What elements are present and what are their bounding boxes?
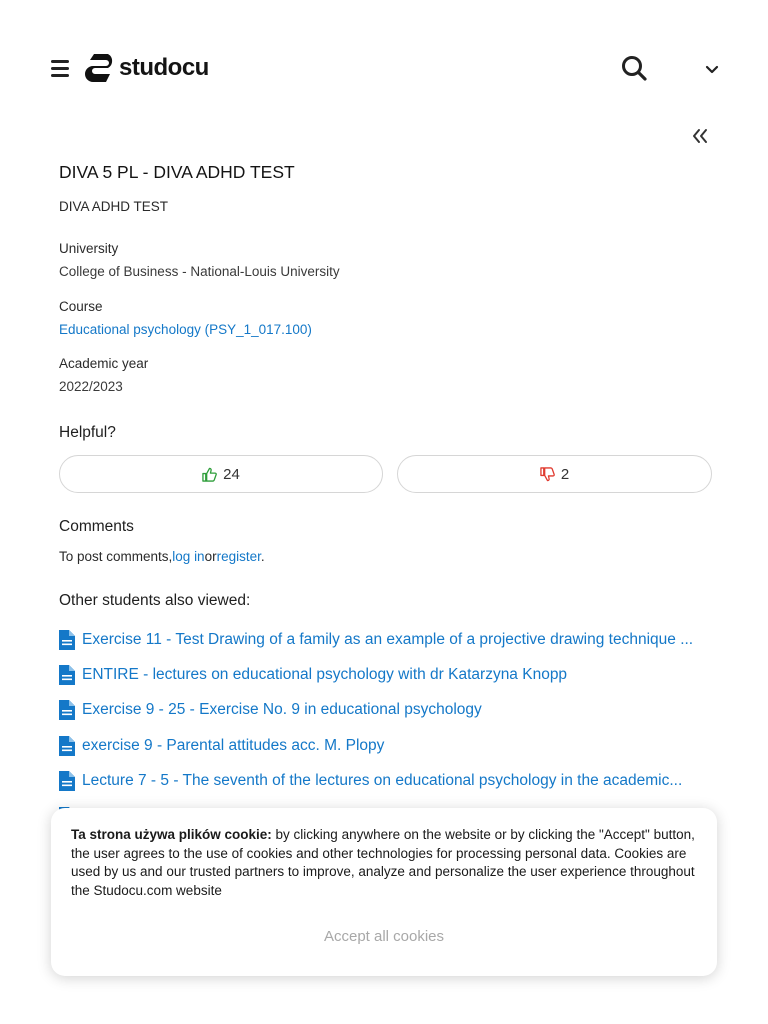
course-label: Course <box>59 299 103 314</box>
university-label: University <box>59 241 119 256</box>
document-subtitle: DIVA ADHD TEST <box>59 199 169 214</box>
document-info-panel <box>59 160 719 790</box>
document-title: DIVA 5 PL - DIVA ADHD TEST <box>59 162 295 182</box>
also-viewed-list <box>59 622 719 834</box>
menu-icon[interactable] <box>51 60 69 76</box>
thumbs-up-icon <box>202 467 217 482</box>
cookie-heading: Ta strona używa plików cookie: <box>71 827 272 842</box>
document-icon <box>59 736 75 756</box>
list-item-title: exercise 9 - Parental attitudes acc. M. Plopy <box>82 736 385 754</box>
comments-or: or <box>204 549 217 564</box>
academic-year-value: 2022/2023 <box>59 379 123 394</box>
register-link[interactable]: register <box>216 549 261 564</box>
cookie-banner <box>51 808 717 976</box>
account-dropdown-button[interactable] <box>701 58 723 80</box>
double-chevron-left-icon <box>689 125 711 147</box>
list-item-title: Lecture 7 - 5 - The seventh of the lectures on educational psychology in the academic... <box>82 772 683 790</box>
document-icon <box>59 771 75 791</box>
comments-suffix: . <box>260 549 265 564</box>
document-icon <box>59 630 75 650</box>
comments-title: Comments <box>59 518 134 535</box>
search-button[interactable] <box>620 54 650 84</box>
dislike-button[interactable] <box>397 455 712 493</box>
accept-all-cookies-button[interactable]: Accept all cookies <box>323 928 445 945</box>
site-header <box>0 0 768 120</box>
collapse-sidebar-button[interactable] <box>689 125 711 147</box>
helpful-title: Helpful? <box>59 424 116 441</box>
comments-login-prompt <box>59 549 265 564</box>
logo-text: studocu <box>119 54 209 81</box>
dislike-count: 2 <box>560 465 570 483</box>
list-item[interactable] <box>59 764 719 799</box>
like-button[interactable] <box>59 455 383 493</box>
course-link[interactable]: Educational psychology (PSY_1_017.100) <box>59 322 312 337</box>
list-item-title: Exercise 9 - 25 - Exercise No. 9 in educational psychology <box>82 701 482 719</box>
log-in-link[interactable]: log in <box>172 549 205 564</box>
search-icon <box>620 54 650 84</box>
list-item[interactable] <box>59 622 719 657</box>
chevron-down-icon <box>701 58 723 80</box>
cookie-message <box>71 826 701 900</box>
document-icon <box>59 665 75 685</box>
thumbs-down-icon <box>540 467 555 482</box>
list-item-title: ENTIRE - lectures on educational psychology with dr Katarzyna Knopp <box>82 666 568 684</box>
university-value: College of Business - National-Louis University <box>59 264 340 279</box>
list-item[interactable] <box>59 693 719 728</box>
cookie-body: by clicking anywhere on the website or by clicking the "Accept" button, the user agrees to the use of cookies and other technologies for processing personal data. Cookies are used by us and our trusted partners to improve, analyze and personalize the user experience throughout the Studocu.com website <box>71 827 695 898</box>
document-icon <box>59 700 75 720</box>
like-count: 24 <box>223 465 240 483</box>
comments-prefix: To post comments, <box>59 549 173 564</box>
list-item-title: Exercise 11 - Test Drawing of a family as an example of a projective drawing technique ... <box>82 630 694 648</box>
also-viewed-title: Other students also viewed: <box>59 592 251 609</box>
studocu-logo-icon <box>84 53 116 83</box>
list-item[interactable] <box>59 728 719 763</box>
list-item[interactable] <box>59 657 719 692</box>
academic-year-label: Academic year <box>59 356 149 371</box>
studocu-logo[interactable] <box>84 53 209 83</box>
